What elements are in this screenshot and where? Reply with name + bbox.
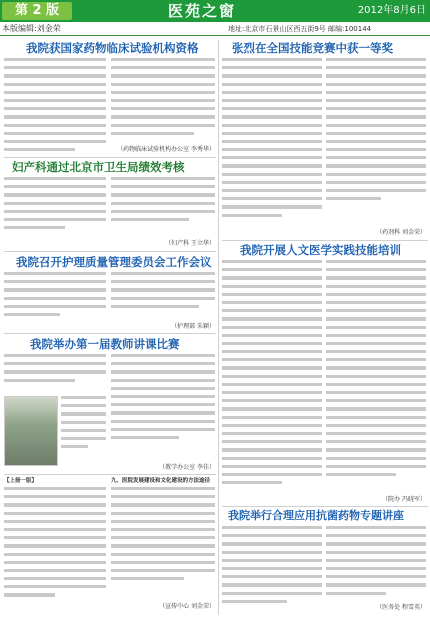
hospital-address: 地址:北京市石景山区西五街9号 邮编:100144 xyxy=(228,25,372,33)
article-source: （护理部 朱颖） xyxy=(171,323,215,330)
article-title: 我院召开护理质量管理委员会工作会议 xyxy=(16,255,212,269)
article-source: （院办 冯晓军） xyxy=(382,496,426,503)
column-divider xyxy=(218,40,219,615)
article-source: （医务处 程雪英） xyxy=(376,604,426,611)
article-title: 我院举办第一届教师讲课比赛 xyxy=(30,337,180,351)
article-body xyxy=(326,260,426,496)
article-body xyxy=(222,58,322,232)
article-body xyxy=(111,487,215,599)
page-number-badge: 第 2 版 xyxy=(2,2,72,20)
section-divider xyxy=(4,251,216,252)
article-body xyxy=(222,260,322,500)
article-source: （药剂科 刘金荣） xyxy=(376,229,426,236)
article-body xyxy=(4,177,106,243)
article-title: 我院获国家药物临床试验机构资格 xyxy=(26,41,199,55)
article-source: （药物临床试验机构办公室 李秀华） xyxy=(117,146,215,153)
article-source: （妇产科 王立华） xyxy=(165,240,215,247)
article-title: 我院开展人文医学实践技能培训 xyxy=(240,243,401,257)
page-editor: 本版编辑:刘金荣 xyxy=(2,24,61,33)
continued-note: 【上接一版】 xyxy=(4,478,38,484)
section-divider xyxy=(222,506,428,507)
section-divider xyxy=(4,474,216,475)
article-body xyxy=(111,177,215,237)
article-title: 我院举行合理应用抗菌药物专题讲座 xyxy=(228,509,404,522)
article-body xyxy=(326,526,426,602)
article-body xyxy=(222,526,322,612)
article-body xyxy=(111,354,215,464)
article-body xyxy=(111,58,215,148)
section-divider xyxy=(4,333,216,334)
article-body xyxy=(4,58,106,160)
article-source: （教学办公室 李佳） xyxy=(159,464,215,471)
article-subtitle: 九、医院发展建设和文化建设的方法途径 xyxy=(111,478,211,484)
article-body xyxy=(4,487,106,611)
article-title: 妇产科通过北京市卫生局绩效考核 xyxy=(12,160,185,174)
section-divider xyxy=(4,157,216,158)
article-body xyxy=(4,354,106,394)
lecture-photo xyxy=(4,396,58,466)
section-divider xyxy=(222,240,428,241)
section-logo: 医苑之窗 xyxy=(167,2,236,20)
article-body xyxy=(4,272,106,328)
article-body xyxy=(111,272,215,322)
article-body xyxy=(326,58,426,228)
issue-date: 2012年8月6日 xyxy=(357,5,426,16)
article-body xyxy=(61,396,106,466)
article-title: 张烈在全国技能竞赛中获一等奖 xyxy=(232,41,393,55)
article-source: （宣传中心 刘金荣） xyxy=(159,603,215,610)
